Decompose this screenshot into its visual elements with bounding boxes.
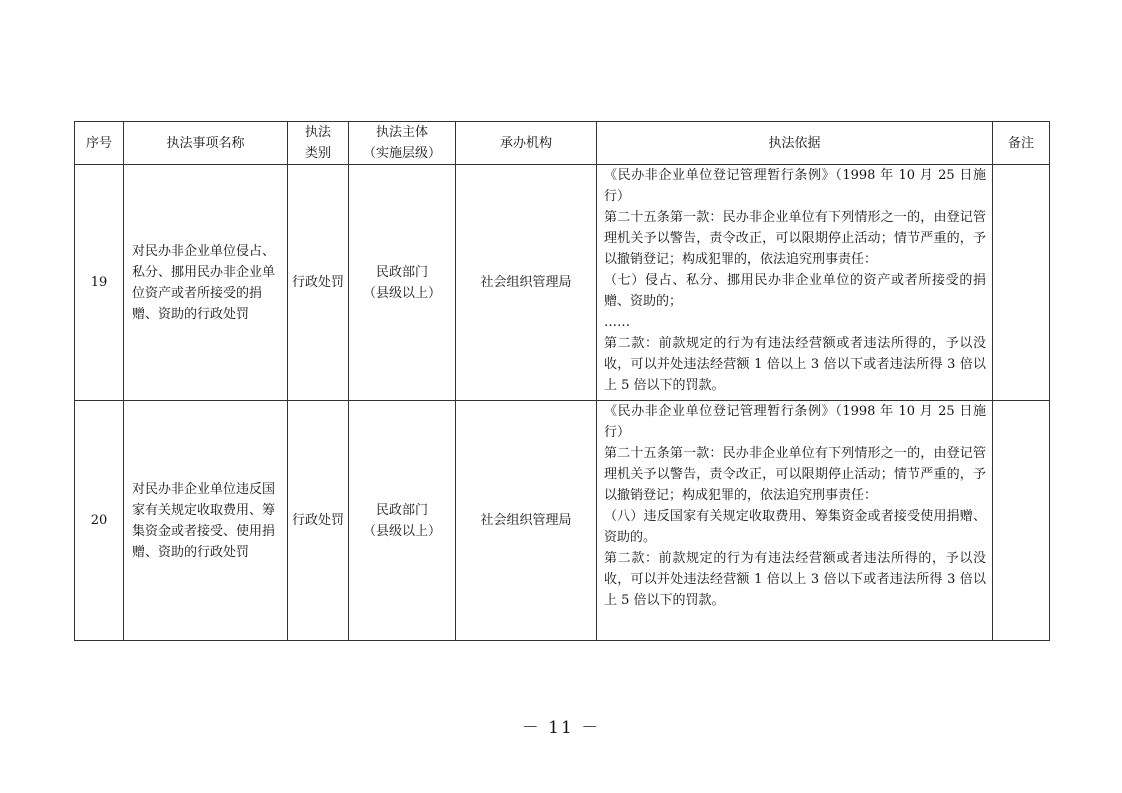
cell-subject xyxy=(349,165,456,401)
enforcement-table xyxy=(74,121,1050,641)
cell-subject-line2: （县级以上） xyxy=(362,523,441,539)
header-subject-line2: （实施层级） xyxy=(362,146,441,161)
cell-remarks xyxy=(993,165,1050,401)
cell-category: 行政处罚 xyxy=(288,401,349,641)
table-header-row xyxy=(75,122,1050,165)
cell-item-name: 对民办非企业单位违反国家有关规定收取费用、筹集资金或者接受、使用捐赠、资助的行政处罚 xyxy=(124,401,288,641)
table-row xyxy=(75,401,1050,641)
cell-basis xyxy=(597,401,993,641)
basis-paragraph: 第二十五条第一款：民办非企业单位有下列情形之一的，由登记管理机关予以警告，责令改正，可以限期停止活动；情节严重的，予以撤销登记；构成犯罪的，依法追究刑事责任： xyxy=(604,446,986,503)
cell-remarks xyxy=(993,401,1050,641)
header-name: 执法事项名称 xyxy=(124,122,288,165)
cell-seq: 19 xyxy=(75,165,124,401)
basis-paragraph: 《民办非企业单位登记管理暂行条例》（1998 年 10 月 25 日施行） xyxy=(604,404,986,440)
basis-paragraph: 第二款：前款规定的行为有违法经营额或者违法所得的，予以没收，可以并处违法经营额 1 倍以上 3 倍以下或者违法所得 3 倍以上 5 倍以下的罚款。 xyxy=(604,336,986,393)
header-subject xyxy=(349,122,456,165)
cell-category: 行政处罚 xyxy=(288,165,349,401)
cell-subject-line1: 民政部门 xyxy=(375,264,428,280)
cell-subject-line2: （县级以上） xyxy=(362,285,441,301)
header-basis: 执法依据 xyxy=(597,122,993,165)
header-category-line2: 类别 xyxy=(304,146,331,161)
header-category-line1: 执法 xyxy=(304,125,331,140)
page-number: － 11 － xyxy=(521,718,601,738)
header-seq: 序号 xyxy=(75,122,124,165)
cell-subject-line1: 民政部门 xyxy=(375,502,428,518)
header-subject-line1: 执法主体 xyxy=(375,125,428,140)
cell-agency: 社会组织管理局 xyxy=(456,165,597,401)
cell-subject xyxy=(349,401,456,641)
cell-agency: 社会组织管理局 xyxy=(456,401,597,641)
basis-paragraph: …… xyxy=(604,315,630,330)
basis-paragraph: （八）违反国家有关规定收取费用、筹集资金或者接受使用捐赠、资助的。 xyxy=(604,509,986,545)
table-row xyxy=(75,165,1050,401)
cell-basis xyxy=(597,165,993,401)
cell-item-name: 对民办非企业单位侵占、私分、挪用民办非企业单位资产或者所接受的捐赠、资助的行政处罚 xyxy=(124,165,288,401)
header-agency: 承办机构 xyxy=(456,122,597,165)
cell-seq: 20 xyxy=(75,401,124,641)
header-category xyxy=(288,122,349,165)
basis-paragraph: 第二十五条第一款：民办非企业单位有下列情形之一的，由登记管理机关予以警告，责令改正，可以限期停止活动；情节严重的，予以撤销登记；构成犯罪的，依法追究刑事责任： xyxy=(604,210,986,267)
basis-paragraph: 《民办非企业单位登记管理暂行条例》（1998 年 10 月 25 日施行） xyxy=(604,168,986,204)
basis-paragraph: （七）侵占、私分、挪用民办非企业单位的资产或者所接受的捐赠、资助的； xyxy=(604,273,986,309)
basis-paragraph: 第二款：前款规定的行为有违法经营额或者违法所得的，予以没收，可以并处违法经营额 1 倍以上 3 倍以下或者违法所得 3 倍以上 5 倍以下的罚款。 xyxy=(604,551,986,608)
header-remarks: 备注 xyxy=(993,122,1050,165)
